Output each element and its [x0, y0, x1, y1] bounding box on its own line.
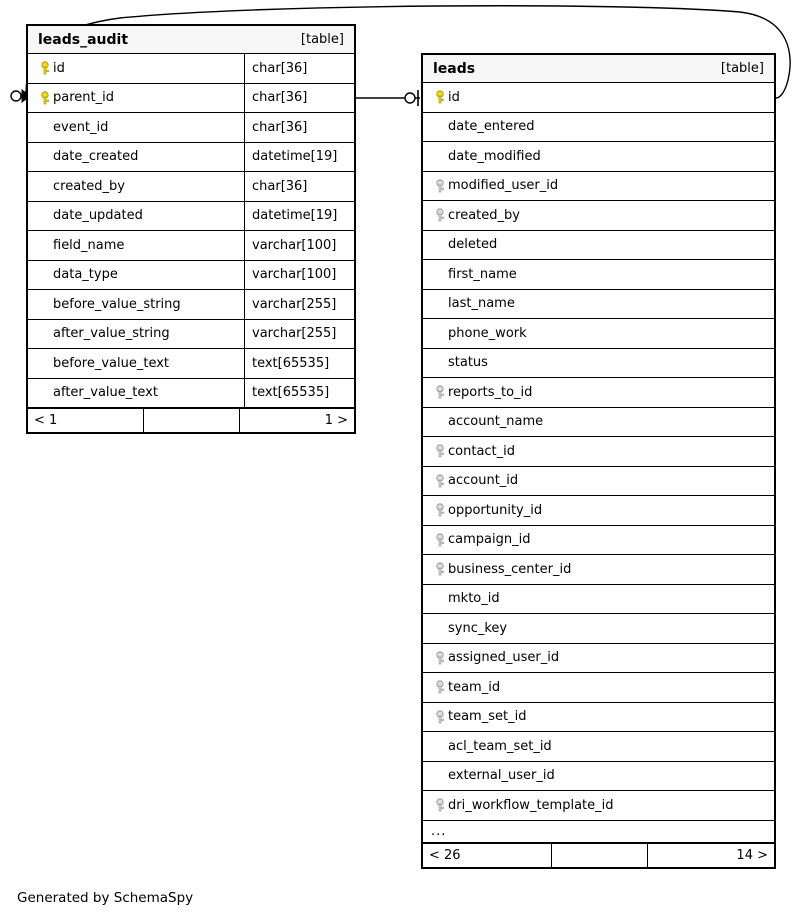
column-name-cell	[28, 238, 244, 253]
table-row[interactable]	[423, 319, 774, 349]
column-label: event_id	[53, 119, 109, 135]
column-name-cell	[423, 473, 774, 488]
column-name-cell	[423, 149, 774, 164]
column-name-cell	[423, 709, 774, 724]
table-row[interactable]	[28, 261, 354, 291]
column-label: assigned_user_id	[448, 650, 560, 666]
column-name-cell	[423, 680, 774, 695]
foreign-key-icon	[431, 798, 448, 812]
table-row[interactable]	[423, 555, 774, 585]
column-type: char[36]	[244, 54, 354, 83]
column-name-cell	[423, 591, 774, 606]
column-label: account_id	[448, 473, 519, 489]
column-label: modified_user_id	[448, 178, 559, 194]
table-row[interactable]	[28, 172, 354, 202]
column-label: date_entered	[448, 119, 535, 135]
column-label: before_value_string	[53, 296, 181, 312]
primary-key-icon	[431, 90, 448, 104]
table-row[interactable]	[28, 113, 354, 143]
column-name-cell	[423, 208, 774, 223]
column-name-cell	[423, 385, 774, 400]
column-name-cell	[423, 326, 774, 341]
column-type: datetime[19]	[244, 202, 354, 231]
column-name-cell	[423, 355, 774, 370]
table-row[interactable]	[423, 614, 774, 644]
table-row[interactable]	[423, 113, 774, 143]
column-name-cell	[423, 768, 774, 783]
column-name-cell	[423, 739, 774, 754]
column-label: opportunity_id	[448, 502, 543, 518]
column-name-cell	[423, 90, 774, 105]
column-label: external_user_id	[448, 768, 555, 784]
column-name-cell	[423, 562, 774, 577]
table-title: leads_audit	[38, 31, 129, 48]
column-type: datetime[19]	[244, 143, 354, 172]
prev-relations-link[interactable]: < 1	[34, 413, 58, 428]
column-label: date_modified	[448, 148, 541, 164]
column-name-cell	[28, 61, 244, 76]
table-leads_audit[interactable]	[26, 24, 356, 434]
column-type: varchar[255]	[244, 290, 354, 319]
column-label: date_updated	[53, 208, 143, 224]
table-row[interactable]	[28, 84, 354, 114]
table-row[interactable]	[423, 349, 774, 379]
foreign-key-icon	[431, 503, 448, 517]
column-name-cell	[28, 90, 244, 105]
foreign-key-icon	[431, 385, 448, 399]
column-label: id	[448, 89, 460, 105]
column-label: contact_id	[448, 443, 516, 459]
table-header-leads	[423, 55, 774, 83]
foreign-key-icon	[431, 710, 448, 724]
table-row[interactable]	[28, 143, 354, 173]
table-leads[interactable]	[421, 53, 776, 869]
column-type: varchar[100]	[244, 261, 354, 290]
column-name-cell	[28, 208, 244, 223]
column-name-cell	[423, 414, 774, 429]
table-row[interactable]	[423, 526, 774, 556]
column-label: team_set_id	[448, 709, 527, 725]
column-name-cell	[28, 297, 244, 312]
table-row[interactable]	[423, 378, 774, 408]
column-name-cell	[28, 267, 244, 282]
foreign-key-icon	[431, 179, 448, 193]
column-name-cell	[423, 237, 774, 252]
column-label: id	[53, 60, 65, 76]
table-row[interactable]	[423, 290, 774, 320]
table-row[interactable]	[28, 379, 354, 409]
table-row[interactable]	[423, 703, 774, 733]
table-row[interactable]	[423, 142, 774, 172]
column-label: account_name	[448, 414, 544, 430]
generated-by-caption: Generated by SchemaSpy	[17, 890, 194, 906]
column-type: varchar[100]	[244, 231, 354, 260]
more-columns-indicator: ...	[423, 821, 774, 843]
column-name-cell	[423, 178, 774, 193]
table-row[interactable]	[423, 172, 774, 202]
column-label: created_by	[448, 207, 520, 223]
table-row[interactable]	[423, 437, 774, 467]
column-type: varchar[255]	[244, 320, 354, 349]
column-name-cell	[423, 650, 774, 665]
column-label: campaign_id	[448, 532, 531, 548]
column-name-cell	[28, 149, 244, 164]
table-row[interactable]	[423, 585, 774, 615]
table-kind-label: [table]	[300, 32, 344, 47]
column-type: char[36]	[244, 113, 354, 142]
table-title: leads	[433, 60, 476, 77]
table-row[interactable]	[28, 290, 354, 320]
footer-middle	[551, 844, 648, 867]
table-row[interactable]	[423, 791, 774, 821]
column-type: text[65535]	[244, 349, 354, 378]
column-label: acl_team_set_id	[448, 738, 552, 754]
table-footer-leads	[423, 843, 774, 867]
column-name-cell	[28, 385, 244, 400]
table-row[interactable]	[423, 467, 774, 497]
column-label: field_name	[53, 237, 125, 253]
table-footer-leads_audit	[28, 408, 354, 432]
table-row[interactable]	[28, 320, 354, 350]
foreign-key-icon	[431, 680, 448, 694]
primary-key-icon	[36, 91, 53, 105]
column-label: after_value_text	[53, 385, 158, 401]
column-label: date_created	[53, 149, 139, 165]
table-row[interactable]	[423, 231, 774, 261]
table-row[interactable]	[28, 349, 354, 379]
table-row[interactable]	[28, 54, 354, 84]
column-label: first_name	[448, 266, 517, 282]
table-header-leads_audit	[28, 26, 354, 54]
table-row[interactable]	[423, 496, 774, 526]
column-name-cell	[28, 356, 244, 371]
table-row[interactable]	[423, 260, 774, 290]
table-row[interactable]	[423, 83, 774, 113]
foreign-key-icon	[431, 562, 448, 576]
column-label: before_value_text	[53, 355, 170, 371]
column-type: char[36]	[244, 84, 354, 113]
column-label: business_center_id	[448, 561, 572, 577]
table-row[interactable]	[423, 732, 774, 762]
column-label: deleted	[448, 237, 498, 253]
column-label: dri_workflow_template_id	[448, 797, 614, 813]
column-name-cell	[423, 296, 774, 311]
table-row[interactable]	[28, 202, 354, 232]
column-name-cell	[423, 798, 774, 813]
column-name-cell	[423, 532, 774, 547]
column-label: mkto_id	[448, 591, 500, 607]
foreign-key-icon	[431, 444, 448, 458]
foreign-key-icon	[431, 651, 448, 665]
column-name-cell	[423, 621, 774, 636]
column-label: last_name	[448, 296, 515, 312]
column-label: team_id	[448, 679, 501, 695]
column-label: reports_to_id	[448, 384, 533, 400]
primary-key-icon	[36, 61, 53, 75]
foreign-key-icon	[431, 208, 448, 222]
prev-relations-link[interactable]: < 26	[429, 847, 461, 863]
column-name-cell	[28, 326, 244, 341]
next-relations-link[interactable]: 14 >	[736, 847, 768, 863]
column-name-cell	[423, 267, 774, 282]
column-label: data_type	[53, 267, 118, 283]
column-label: status	[448, 355, 488, 371]
foreign-key-icon	[431, 533, 448, 547]
column-label: parent_id	[53, 90, 114, 106]
table-row[interactable]	[423, 673, 774, 703]
column-label: created_by	[53, 178, 125, 194]
foreign-key-icon	[431, 474, 448, 488]
table-row[interactable]	[423, 408, 774, 438]
column-name-cell	[423, 444, 774, 459]
column-name-cell	[28, 179, 244, 194]
table-kind-label: [table]	[720, 61, 764, 76]
column-name-cell	[423, 119, 774, 134]
column-label: after_value_string	[53, 326, 170, 342]
table-row[interactable]	[423, 762, 774, 792]
column-name-cell	[423, 503, 774, 518]
column-label: sync_key	[448, 620, 508, 636]
next-relations-link[interactable]: 1 >	[324, 413, 348, 428]
column-label: phone_work	[448, 325, 527, 341]
table-row[interactable]	[423, 644, 774, 674]
table-row[interactable]	[423, 201, 774, 231]
footer-middle	[143, 409, 240, 432]
column-type: text[65535]	[244, 379, 354, 408]
table-row[interactable]	[28, 231, 354, 261]
column-name-cell	[28, 120, 244, 135]
column-type: char[36]	[244, 172, 354, 201]
